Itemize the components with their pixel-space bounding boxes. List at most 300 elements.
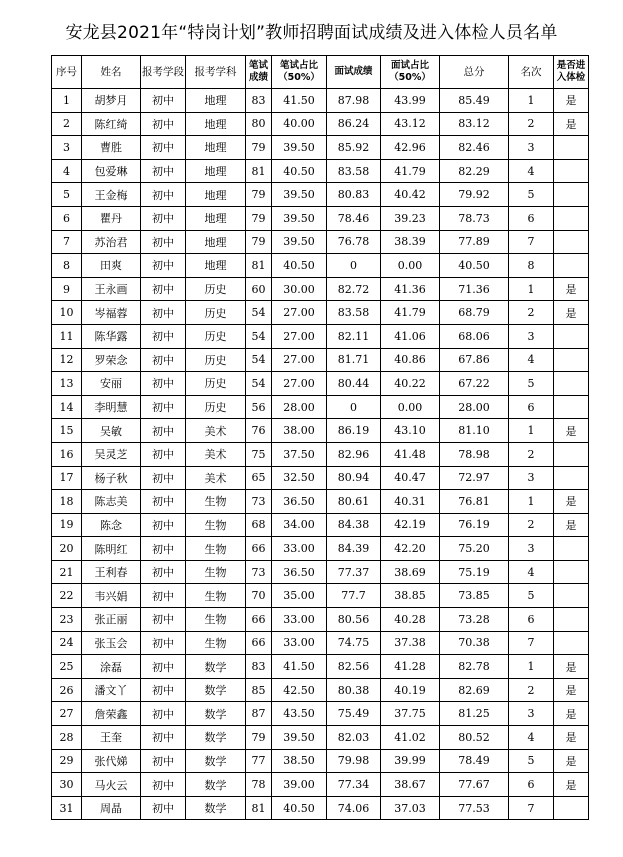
cell-subject: 生物 bbox=[186, 560, 246, 584]
cell-written-score: 65 bbox=[246, 466, 272, 490]
cell-index: 2 bbox=[52, 112, 82, 136]
cell-written-score: 83 bbox=[246, 655, 272, 679]
cell-written-ratio: 33.00 bbox=[272, 608, 327, 632]
cell-rank: 4 bbox=[509, 348, 554, 372]
cell-name: 詹荣鑫 bbox=[82, 702, 141, 726]
cell-rank: 1 bbox=[509, 277, 554, 301]
cell-stage: 初中 bbox=[141, 631, 186, 655]
cell-index: 30 bbox=[52, 773, 82, 797]
cell-interview-score: 80.94 bbox=[327, 466, 381, 490]
cell-index: 21 bbox=[52, 560, 82, 584]
cell-name: 岑福蓉 bbox=[82, 301, 141, 325]
cell-total: 76.19 bbox=[440, 513, 509, 537]
cell-rank: 4 bbox=[509, 159, 554, 183]
cell-stage: 初中 bbox=[141, 796, 186, 820]
cell-interview-score: 80.83 bbox=[327, 183, 381, 207]
cell-name: 瞿丹 bbox=[82, 206, 141, 230]
cell-rank: 2 bbox=[509, 678, 554, 702]
cell-stage: 初中 bbox=[141, 112, 186, 136]
cell-subject: 地理 bbox=[186, 254, 246, 278]
cell-written-score: 77 bbox=[246, 749, 272, 773]
cell-written-ratio: 35.00 bbox=[272, 584, 327, 608]
cell-physical-exam bbox=[554, 631, 589, 655]
cell-index: 17 bbox=[52, 466, 82, 490]
cell-written-score: 81 bbox=[246, 254, 272, 278]
cell-written-score: 68 bbox=[246, 513, 272, 537]
cell-rank: 4 bbox=[509, 560, 554, 584]
cell-subject: 数学 bbox=[186, 773, 246, 797]
cell-written-ratio: 27.00 bbox=[272, 324, 327, 348]
cell-written-score: 54 bbox=[246, 372, 272, 396]
cell-index: 6 bbox=[52, 206, 82, 230]
cell-name: 王奎 bbox=[82, 726, 141, 750]
cell-interview-ratio: 38.85 bbox=[381, 584, 440, 608]
cell-rank: 4 bbox=[509, 726, 554, 750]
cell-physical-exam: 是 bbox=[554, 773, 589, 797]
table-row bbox=[52, 277, 589, 301]
cell-physical-exam: 是 bbox=[554, 702, 589, 726]
cell-stage: 初中 bbox=[141, 277, 186, 301]
cell-stage: 初中 bbox=[141, 749, 186, 773]
cell-written-ratio: 33.00 bbox=[272, 537, 327, 561]
cell-rank: 3 bbox=[509, 324, 554, 348]
cell-interview-ratio: 39.23 bbox=[381, 206, 440, 230]
cell-interview-ratio: 43.10 bbox=[381, 419, 440, 443]
table-row bbox=[52, 230, 589, 254]
cell-interview-score: 80.38 bbox=[327, 678, 381, 702]
cell-interview-ratio: 43.12 bbox=[381, 112, 440, 136]
cell-rank: 2 bbox=[509, 301, 554, 325]
cell-interview-score: 78.46 bbox=[327, 206, 381, 230]
cell-written-ratio: 36.50 bbox=[272, 560, 327, 584]
cell-subject: 地理 bbox=[186, 112, 246, 136]
cell-name: 马火云 bbox=[82, 773, 141, 797]
cell-index: 19 bbox=[52, 513, 82, 537]
cell-written-score: 54 bbox=[246, 301, 272, 325]
cell-interview-score: 82.03 bbox=[327, 726, 381, 750]
cell-written-ratio: 41.50 bbox=[272, 655, 327, 679]
cell-interview-score: 87.98 bbox=[327, 89, 381, 113]
cell-interview-score: 80.44 bbox=[327, 372, 381, 396]
cell-written-ratio: 41.50 bbox=[272, 89, 327, 113]
cell-interview-ratio: 40.42 bbox=[381, 183, 440, 207]
cell-interview-score: 83.58 bbox=[327, 159, 381, 183]
cell-physical-exam bbox=[554, 159, 589, 183]
cell-name: 王永画 bbox=[82, 277, 141, 301]
page-title: 安龙县2021年“特岗计划”教师招聘面试成绩及进入体检人员名单 bbox=[65, 23, 558, 43]
cell-total: 72.97 bbox=[440, 466, 509, 490]
cell-subject: 生物 bbox=[186, 537, 246, 561]
cell-written-ratio: 38.00 bbox=[272, 419, 327, 443]
cell-interview-ratio: 39.99 bbox=[381, 749, 440, 773]
cell-physical-exam bbox=[554, 466, 589, 490]
header-interview-score: 面试成绩 bbox=[327, 56, 381, 89]
cell-subject: 历史 bbox=[186, 395, 246, 419]
table-row bbox=[52, 254, 589, 278]
table-row bbox=[52, 301, 589, 325]
cell-written-score: 81 bbox=[246, 159, 272, 183]
cell-written-ratio: 42.50 bbox=[272, 678, 327, 702]
table-row bbox=[52, 560, 589, 584]
cell-stage: 初中 bbox=[141, 419, 186, 443]
cell-physical-exam bbox=[554, 796, 589, 820]
cell-subject: 生物 bbox=[186, 608, 246, 632]
cell-physical-exam: 是 bbox=[554, 112, 589, 136]
cell-interview-score: 81.71 bbox=[327, 348, 381, 372]
cell-interview-score: 75.49 bbox=[327, 702, 381, 726]
cell-physical-exam bbox=[554, 395, 589, 419]
cell-interview-ratio: 40.86 bbox=[381, 348, 440, 372]
cell-subject: 地理 bbox=[186, 89, 246, 113]
cell-index: 22 bbox=[52, 584, 82, 608]
cell-interview-score: 83.58 bbox=[327, 301, 381, 325]
cell-physical-exam bbox=[554, 372, 589, 396]
cell-total: 77.89 bbox=[440, 230, 509, 254]
cell-name: 曹胜 bbox=[82, 136, 141, 160]
cell-total: 78.73 bbox=[440, 206, 509, 230]
cell-total: 82.46 bbox=[440, 136, 509, 160]
table-row bbox=[52, 395, 589, 419]
cell-physical-exam: 是 bbox=[554, 678, 589, 702]
cell-written-ratio: 39.50 bbox=[272, 136, 327, 160]
cell-subject: 数学 bbox=[186, 678, 246, 702]
cell-subject: 数学 bbox=[186, 702, 246, 726]
cell-written-score: 66 bbox=[246, 631, 272, 655]
cell-subject: 数学 bbox=[186, 796, 246, 820]
cell-total: 67.22 bbox=[440, 372, 509, 396]
cell-stage: 初中 bbox=[141, 348, 186, 372]
cell-interview-score: 85.92 bbox=[327, 136, 381, 160]
cell-stage: 初中 bbox=[141, 584, 186, 608]
cell-rank: 1 bbox=[509, 419, 554, 443]
cell-written-ratio: 39.50 bbox=[272, 183, 327, 207]
cell-name: 罗荣念 bbox=[82, 348, 141, 372]
header-written-score: 笔试成绩 bbox=[246, 56, 272, 89]
header-name: 姓名 bbox=[82, 56, 141, 89]
cell-interview-score: 82.96 bbox=[327, 442, 381, 466]
cell-name: 韦兴娟 bbox=[82, 584, 141, 608]
table-row bbox=[52, 324, 589, 348]
cell-written-ratio: 39.00 bbox=[272, 773, 327, 797]
cell-total: 78.49 bbox=[440, 749, 509, 773]
table-row bbox=[52, 89, 589, 113]
cell-total: 68.06 bbox=[440, 324, 509, 348]
cell-index: 16 bbox=[52, 442, 82, 466]
cell-written-ratio: 28.00 bbox=[272, 395, 327, 419]
cell-stage: 初中 bbox=[141, 254, 186, 278]
cell-subject: 数学 bbox=[186, 749, 246, 773]
cell-total: 82.69 bbox=[440, 678, 509, 702]
cell-interview-score: 80.56 bbox=[327, 608, 381, 632]
cell-interview-score: 74.06 bbox=[327, 796, 381, 820]
cell-written-ratio: 27.00 bbox=[272, 301, 327, 325]
cell-interview-ratio: 40.28 bbox=[381, 608, 440, 632]
table-row bbox=[52, 513, 589, 537]
table-row bbox=[52, 442, 589, 466]
cell-interview-ratio: 37.75 bbox=[381, 702, 440, 726]
cell-subject: 地理 bbox=[186, 206, 246, 230]
table-row bbox=[52, 773, 589, 797]
cell-name: 陈明红 bbox=[82, 537, 141, 561]
cell-subject: 历史 bbox=[186, 277, 246, 301]
cell-name: 陈志美 bbox=[82, 490, 141, 514]
table-row bbox=[52, 183, 589, 207]
results-table bbox=[51, 55, 589, 820]
header-interview-ratio: 面试占比（50%） bbox=[381, 56, 440, 89]
cell-name: 陈念 bbox=[82, 513, 141, 537]
cell-stage: 初中 bbox=[141, 490, 186, 514]
cell-subject: 美术 bbox=[186, 442, 246, 466]
cell-interview-ratio: 41.06 bbox=[381, 324, 440, 348]
cell-written-ratio: 37.50 bbox=[272, 442, 327, 466]
header-total: 总分 bbox=[440, 56, 509, 89]
cell-index: 26 bbox=[52, 678, 82, 702]
cell-written-ratio: 40.00 bbox=[272, 112, 327, 136]
cell-rank: 2 bbox=[509, 112, 554, 136]
cell-rank: 1 bbox=[509, 89, 554, 113]
cell-index: 15 bbox=[52, 419, 82, 443]
cell-interview-ratio: 41.02 bbox=[381, 726, 440, 750]
cell-written-ratio: 30.00 bbox=[272, 277, 327, 301]
cell-subject: 历史 bbox=[186, 324, 246, 348]
table-row bbox=[52, 678, 589, 702]
cell-physical-exam bbox=[554, 537, 589, 561]
table-row bbox=[52, 631, 589, 655]
cell-stage: 初中 bbox=[141, 395, 186, 419]
cell-index: 4 bbox=[52, 159, 82, 183]
cell-interview-ratio: 40.47 bbox=[381, 466, 440, 490]
cell-index: 9 bbox=[52, 277, 82, 301]
cell-total: 80.52 bbox=[440, 726, 509, 750]
cell-index: 23 bbox=[52, 608, 82, 632]
cell-subject: 数学 bbox=[186, 726, 246, 750]
cell-rank: 5 bbox=[509, 584, 554, 608]
cell-stage: 初中 bbox=[141, 678, 186, 702]
cell-index: 20 bbox=[52, 537, 82, 561]
cell-physical-exam: 是 bbox=[554, 277, 589, 301]
cell-physical-exam bbox=[554, 348, 589, 372]
cell-written-score: 79 bbox=[246, 183, 272, 207]
cell-total: 76.81 bbox=[440, 490, 509, 514]
cell-name: 陈红绮 bbox=[82, 112, 141, 136]
cell-name: 苏治君 bbox=[82, 230, 141, 254]
cell-name: 涂磊 bbox=[82, 655, 141, 679]
cell-name: 田爽 bbox=[82, 254, 141, 278]
cell-interview-ratio: 38.67 bbox=[381, 773, 440, 797]
cell-rank: 2 bbox=[509, 513, 554, 537]
cell-stage: 初中 bbox=[141, 206, 186, 230]
cell-written-ratio: 38.50 bbox=[272, 749, 327, 773]
cell-written-score: 79 bbox=[246, 206, 272, 230]
cell-name: 王利春 bbox=[82, 560, 141, 584]
table-row bbox=[52, 537, 589, 561]
cell-rank: 7 bbox=[509, 230, 554, 254]
cell-name: 周晶 bbox=[82, 796, 141, 820]
table-row bbox=[52, 136, 589, 160]
cell-interview-score: 0 bbox=[327, 254, 381, 278]
cell-rank: 7 bbox=[509, 631, 554, 655]
cell-physical-exam bbox=[554, 324, 589, 348]
cell-rank: 6 bbox=[509, 206, 554, 230]
cell-written-ratio: 33.00 bbox=[272, 631, 327, 655]
cell-interview-score: 86.24 bbox=[327, 112, 381, 136]
table-row bbox=[52, 159, 589, 183]
table-row bbox=[52, 206, 589, 230]
cell-interview-score: 0 bbox=[327, 395, 381, 419]
cell-rank: 3 bbox=[509, 702, 554, 726]
cell-interview-score: 77.34 bbox=[327, 773, 381, 797]
cell-written-score: 85 bbox=[246, 678, 272, 702]
cell-subject: 地理 bbox=[186, 230, 246, 254]
cell-physical-exam bbox=[554, 442, 589, 466]
cell-name: 吴敏 bbox=[82, 419, 141, 443]
cell-rank: 8 bbox=[509, 254, 554, 278]
cell-written-score: 87 bbox=[246, 702, 272, 726]
table-row bbox=[52, 655, 589, 679]
cell-physical-exam: 是 bbox=[554, 655, 589, 679]
cell-written-ratio: 43.50 bbox=[272, 702, 327, 726]
cell-total: 82.29 bbox=[440, 159, 509, 183]
cell-written-ratio: 34.00 bbox=[272, 513, 327, 537]
cell-written-score: 80 bbox=[246, 112, 272, 136]
cell-rank: 7 bbox=[509, 796, 554, 820]
table-row bbox=[52, 584, 589, 608]
cell-written-ratio: 36.50 bbox=[272, 490, 327, 514]
cell-stage: 初中 bbox=[141, 560, 186, 584]
cell-written-ratio: 39.50 bbox=[272, 726, 327, 750]
cell-index: 18 bbox=[52, 490, 82, 514]
cell-total: 85.49 bbox=[440, 89, 509, 113]
cell-written-score: 79 bbox=[246, 136, 272, 160]
header-subject: 报考学科 bbox=[186, 56, 246, 89]
cell-physical-exam: 是 bbox=[554, 89, 589, 113]
cell-rank: 5 bbox=[509, 183, 554, 207]
cell-name: 包爱琳 bbox=[82, 159, 141, 183]
cell-physical-exam: 是 bbox=[554, 726, 589, 750]
cell-stage: 初中 bbox=[141, 537, 186, 561]
cell-interview-ratio: 41.36 bbox=[381, 277, 440, 301]
cell-name: 张代娣 bbox=[82, 749, 141, 773]
cell-rank: 3 bbox=[509, 537, 554, 561]
cell-physical-exam: 是 bbox=[554, 301, 589, 325]
cell-rank: 5 bbox=[509, 749, 554, 773]
cell-total: 73.28 bbox=[440, 608, 509, 632]
cell-rank: 3 bbox=[509, 466, 554, 490]
cell-interview-ratio: 37.38 bbox=[381, 631, 440, 655]
cell-rank: 2 bbox=[509, 442, 554, 466]
table-row bbox=[52, 702, 589, 726]
cell-name: 安丽 bbox=[82, 372, 141, 396]
cell-stage: 初中 bbox=[141, 230, 186, 254]
cell-subject: 生物 bbox=[186, 490, 246, 514]
cell-rank: 1 bbox=[509, 655, 554, 679]
cell-stage: 初中 bbox=[141, 608, 186, 632]
cell-physical-exam bbox=[554, 230, 589, 254]
cell-stage: 初中 bbox=[141, 89, 186, 113]
table-row bbox=[52, 490, 589, 514]
cell-name: 陈华露 bbox=[82, 324, 141, 348]
header-stage: 报考学段 bbox=[141, 56, 186, 89]
cell-interview-ratio: 0.00 bbox=[381, 395, 440, 419]
cell-written-score: 81 bbox=[246, 796, 272, 820]
table-row bbox=[52, 749, 589, 773]
cell-interview-score: 82.11 bbox=[327, 324, 381, 348]
table-row bbox=[52, 466, 589, 490]
cell-written-score: 78 bbox=[246, 773, 272, 797]
cell-subject: 数学 bbox=[186, 655, 246, 679]
cell-interview-ratio: 40.22 bbox=[381, 372, 440, 396]
cell-interview-ratio: 38.69 bbox=[381, 560, 440, 584]
cell-stage: 初中 bbox=[141, 324, 186, 348]
cell-interview-ratio: 41.48 bbox=[381, 442, 440, 466]
cell-name: 吴灵芝 bbox=[82, 442, 141, 466]
cell-interview-ratio: 40.31 bbox=[381, 490, 440, 514]
cell-stage: 初中 bbox=[141, 655, 186, 679]
cell-index: 8 bbox=[52, 254, 82, 278]
cell-written-score: 70 bbox=[246, 584, 272, 608]
cell-index: 29 bbox=[52, 749, 82, 773]
cell-interview-ratio: 41.28 bbox=[381, 655, 440, 679]
cell-written-score: 54 bbox=[246, 324, 272, 348]
cell-subject: 生物 bbox=[186, 584, 246, 608]
cell-written-score: 66 bbox=[246, 537, 272, 561]
table-row bbox=[52, 419, 589, 443]
cell-written-score: 83 bbox=[246, 89, 272, 113]
cell-interview-score: 76.78 bbox=[327, 230, 381, 254]
cell-stage: 初中 bbox=[141, 183, 186, 207]
cell-total: 75.19 bbox=[440, 560, 509, 584]
cell-written-score: 79 bbox=[246, 726, 272, 750]
cell-stage: 初中 bbox=[141, 466, 186, 490]
cell-index: 25 bbox=[52, 655, 82, 679]
cell-total: 71.36 bbox=[440, 277, 509, 301]
cell-total: 28.00 bbox=[440, 395, 509, 419]
cell-stage: 初中 bbox=[141, 513, 186, 537]
cell-written-score: 76 bbox=[246, 419, 272, 443]
cell-index: 12 bbox=[52, 348, 82, 372]
cell-index: 28 bbox=[52, 726, 82, 750]
cell-stage: 初中 bbox=[141, 702, 186, 726]
cell-index: 13 bbox=[52, 372, 82, 396]
cell-interview-score: 80.61 bbox=[327, 490, 381, 514]
cell-index: 11 bbox=[52, 324, 82, 348]
cell-written-score: 73 bbox=[246, 490, 272, 514]
cell-interview-ratio: 0.00 bbox=[381, 254, 440, 278]
header-written-ratio: 笔试占比（50%） bbox=[272, 56, 327, 89]
cell-physical-exam bbox=[554, 560, 589, 584]
cell-total: 83.12 bbox=[440, 112, 509, 136]
cell-interview-ratio: 42.96 bbox=[381, 136, 440, 160]
cell-written-ratio: 27.00 bbox=[272, 372, 327, 396]
cell-interview-ratio: 40.19 bbox=[381, 678, 440, 702]
cell-subject: 美术 bbox=[186, 466, 246, 490]
cell-total: 81.10 bbox=[440, 419, 509, 443]
cell-stage: 初中 bbox=[141, 301, 186, 325]
cell-name: 张正丽 bbox=[82, 608, 141, 632]
cell-written-score: 79 bbox=[246, 230, 272, 254]
cell-name: 李明慧 bbox=[82, 395, 141, 419]
cell-index: 24 bbox=[52, 631, 82, 655]
table-header-row bbox=[52, 56, 589, 89]
cell-total: 79.92 bbox=[440, 183, 509, 207]
cell-index: 31 bbox=[52, 796, 82, 820]
cell-subject: 地理 bbox=[186, 136, 246, 160]
cell-stage: 初中 bbox=[141, 726, 186, 750]
cell-index: 1 bbox=[52, 89, 82, 113]
cell-total: 70.38 bbox=[440, 631, 509, 655]
header-rank: 名次 bbox=[509, 56, 554, 89]
cell-physical-exam: 是 bbox=[554, 513, 589, 537]
